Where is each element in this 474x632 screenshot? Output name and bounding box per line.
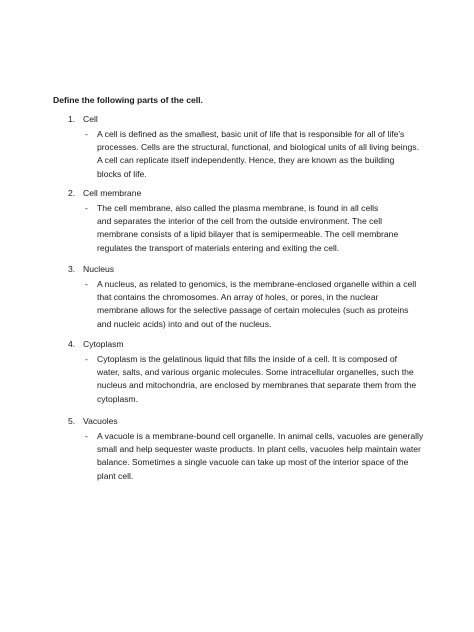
definition-line: A vacuole is a membrane-bound cell organelle. In animal cells, vacuoles are generally — [97, 431, 424, 441]
definition-line: water, salts, and various organic molecules. Some intracellular organelles, such the — [97, 367, 414, 378]
definition-item-vacuoles — [68, 415, 448, 483]
item-term: Cell — [83, 114, 98, 124]
item-number: 3. — [68, 264, 76, 274]
item-definition — [68, 353, 448, 406]
definition-line: regulates the transport of materials entering and exiting the cell. — [97, 242, 340, 253]
dash-bullet: - — [85, 129, 88, 139]
definition-line: that contains the chromosomes. An array of holes, or pores, in the nuclear — [97, 292, 379, 303]
item-term: Vacuoles — [83, 416, 118, 426]
item-definition — [68, 278, 448, 331]
item-number: 4. — [68, 339, 76, 349]
item-number: 2. — [68, 188, 76, 198]
definition-line: and separates the interior of the cell from the outside environment. The cell — [97, 216, 383, 227]
item-title — [68, 415, 448, 427]
definition-line: balance. Sometimes a single vacuole can take up most of the interior space of the — [97, 457, 409, 468]
item-title — [68, 187, 448, 199]
dash-bullet: - — [85, 431, 88, 441]
definition-line: membrane consists of a lipid bilayer that is semipermeable. The cell membrane — [97, 229, 399, 240]
definition-line: Cytoplasm is the gelatinous liquid that fills the inside of a cell. It is composed of — [97, 354, 397, 364]
definition-item-cell — [68, 113, 448, 181]
definition-line: A cell is defined as the smallest, basic unit of life that is responsible for all of life's — [97, 129, 405, 139]
item-term: Cytoplasm — [83, 339, 124, 349]
definition-item-nucleus — [68, 263, 448, 331]
definition-item-cytoplasm — [68, 338, 448, 406]
definition-line: membrane allows for the selective passage of certain molecules (such as proteins — [97, 305, 409, 316]
item-definition — [68, 430, 448, 483]
definition-line: The cell membrane, also called the plasma membrane, is found in all cells — [97, 203, 379, 213]
definition-line: processes. Cells are the structural, functional, and biological units of all living beings. — [97, 142, 419, 153]
dash-bullet: - — [85, 354, 88, 364]
dash-bullet: - — [85, 279, 88, 289]
document-heading: Define the following parts of the cell. — [53, 95, 203, 105]
item-title — [68, 113, 448, 125]
item-term: Cell membrane — [83, 188, 142, 198]
definition-item-cell-membrane — [68, 187, 448, 255]
item-number: 1. — [68, 114, 76, 124]
definition-line: A cell can replicate itself independently. Hence, they are known as the building — [97, 155, 395, 166]
item-definition — [68, 202, 448, 255]
definition-line: cytoplasm. — [97, 393, 139, 404]
definition-line: blocks of life. — [97, 168, 147, 179]
definition-line: small and help sequester waste products. In plant cells, vacuoles help maintain water — [97, 444, 421, 455]
definition-line: nucleus and mitochondria, are enclosed by membranes that separate them from the — [97, 380, 417, 391]
item-definition — [68, 128, 448, 181]
definition-line: A nucleus, as related to genomics, is the membrane-enclosed organelle within a cell — [97, 279, 417, 289]
item-title — [68, 263, 448, 275]
item-term: Nucleus — [83, 264, 115, 274]
definition-line: and nucleic acids) into and out of the nucleus. — [97, 318, 272, 329]
item-title — [68, 338, 448, 350]
dash-bullet: - — [85, 203, 88, 213]
definition-line: plant cell. — [97, 470, 134, 481]
item-number: 5. — [68, 416, 76, 426]
